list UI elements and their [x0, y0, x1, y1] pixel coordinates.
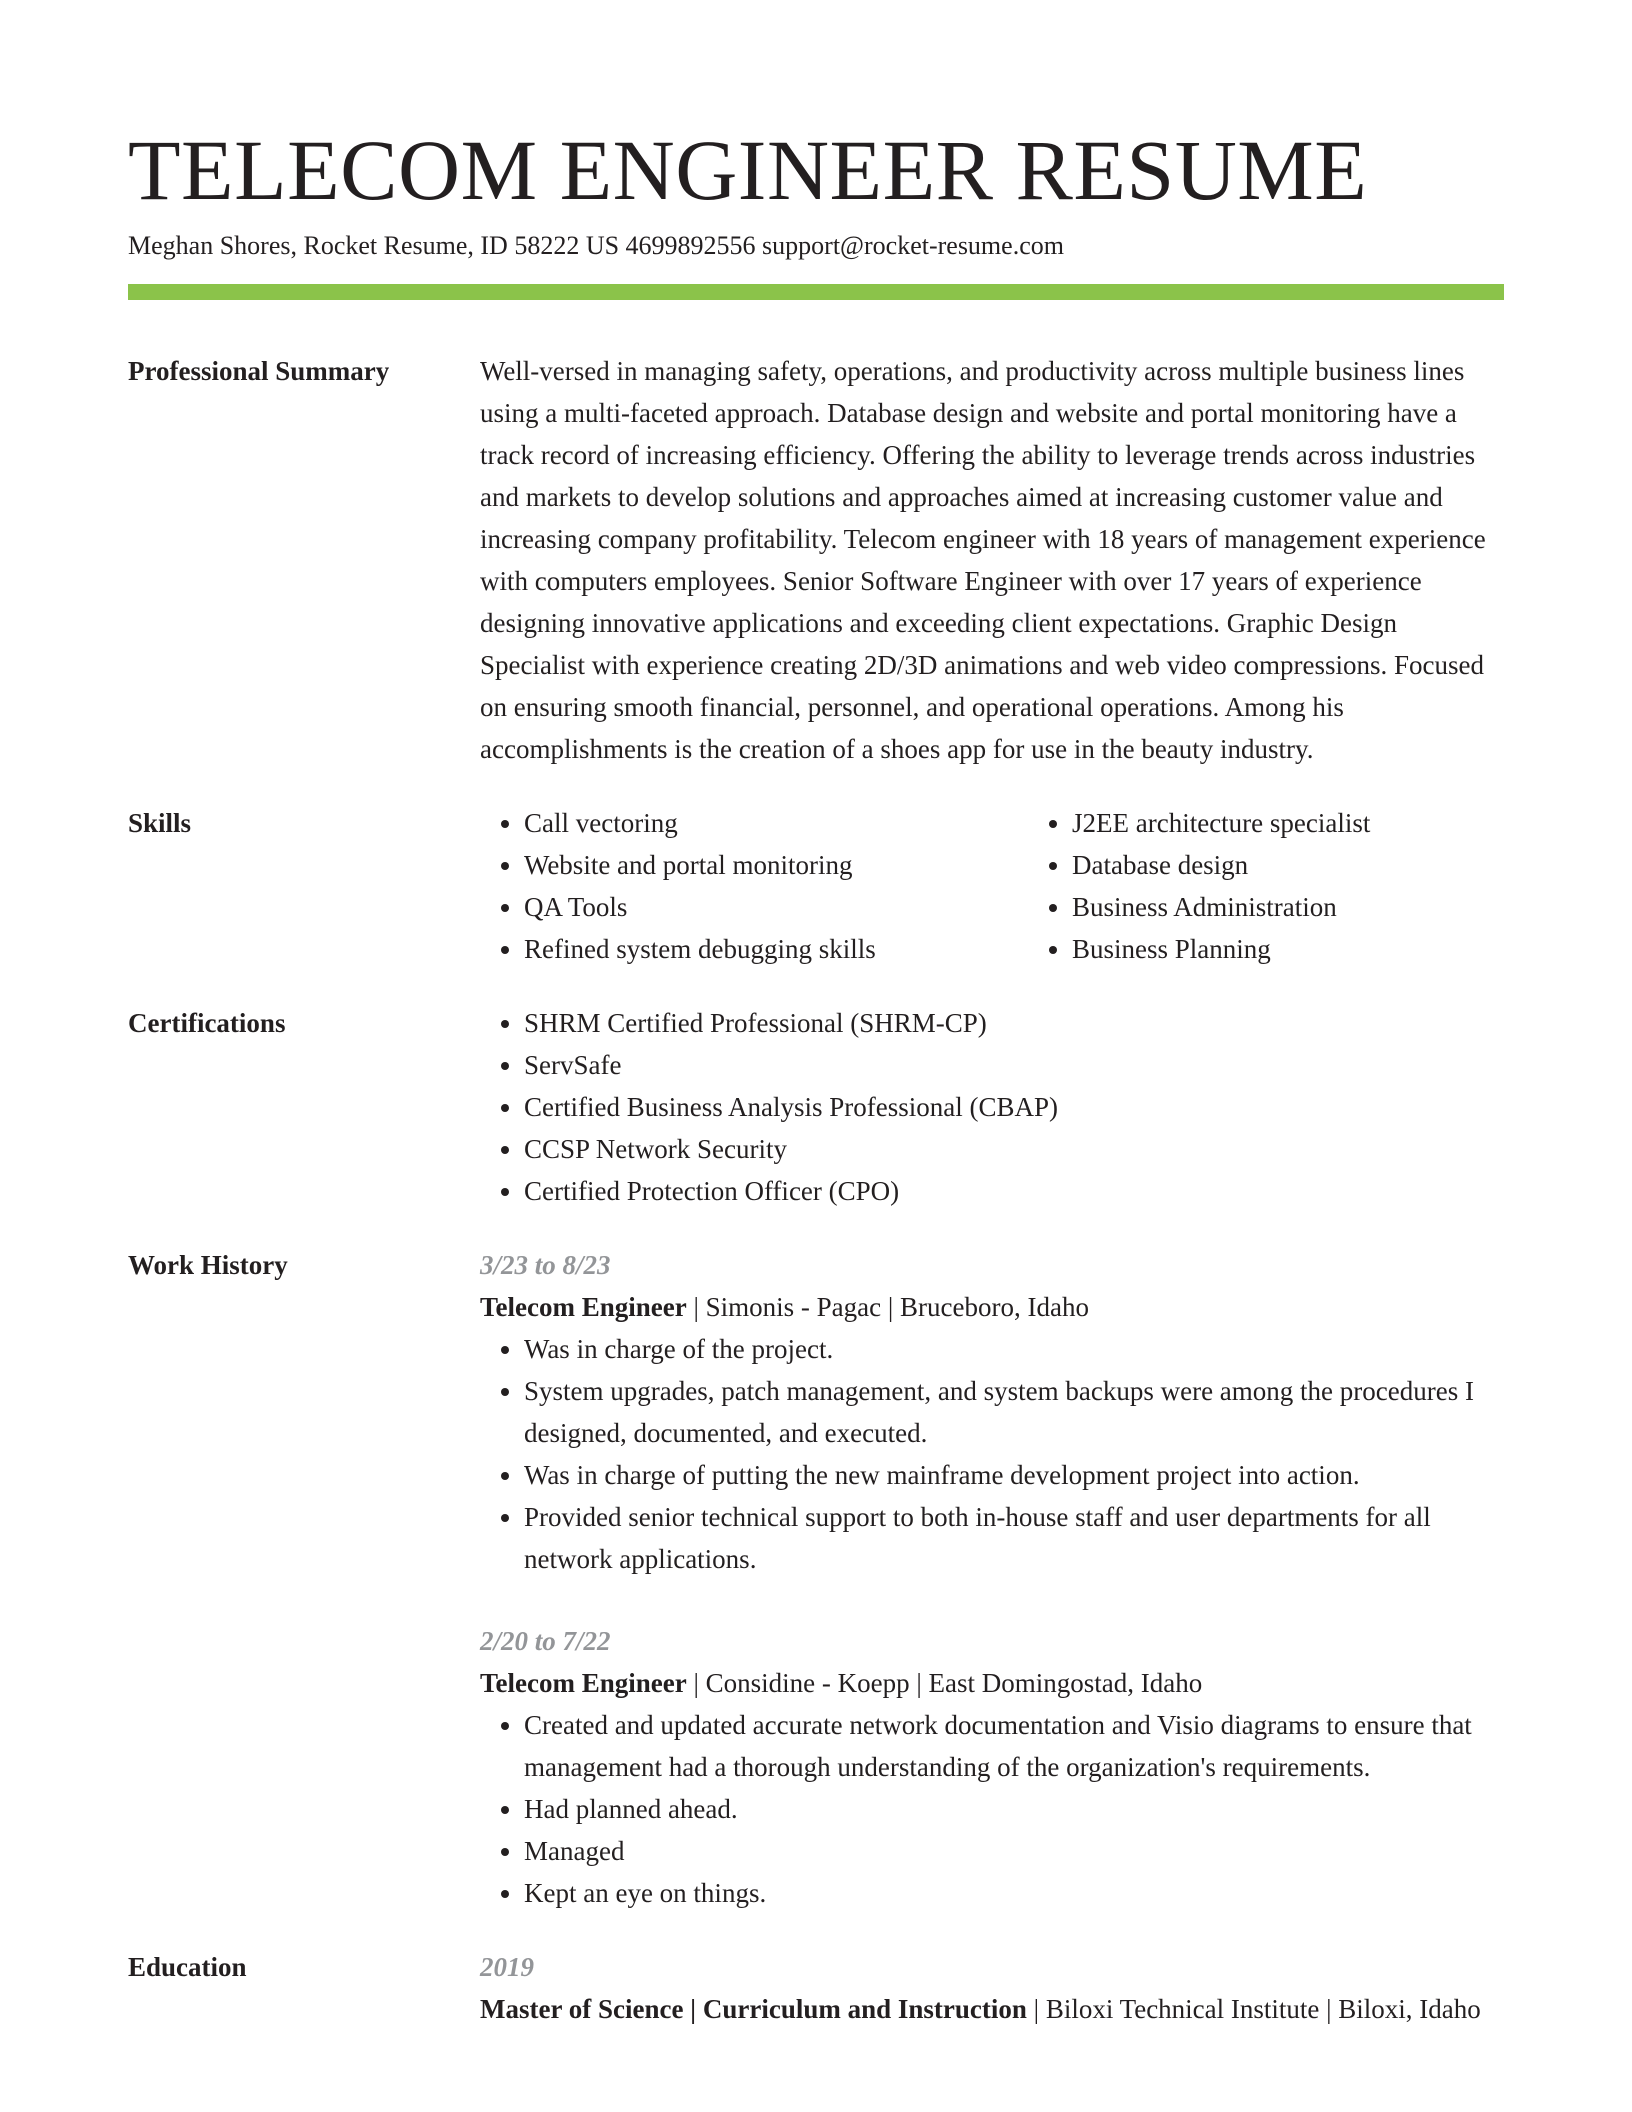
- education-section: [128, 1946, 1504, 2030]
- job-entry: [480, 1244, 1504, 1580]
- job-details: | Considine - Koepp | East Domingostad, Idaho: [686, 1668, 1203, 1698]
- certification-item: • SHRM Certified Professional (SHRM-CP): [524, 1002, 1504, 1044]
- certification-item: • Certified Protection Officer (CPO): [524, 1170, 1504, 1212]
- accent-divider: [128, 284, 1504, 300]
- certification-item: • CCSP Network Security: [524, 1128, 1504, 1170]
- education-year: 2019: [480, 1952, 534, 1982]
- job-heading: [480, 1662, 1504, 1704]
- certification-item: • ServSafe: [524, 1044, 1504, 1086]
- skill-item: • Website and portal monitoring: [524, 844, 1028, 886]
- job-bullet-list: [480, 1328, 1504, 1580]
- job-dates: 3/23 to 8/23: [480, 1250, 611, 1280]
- skill-item: • Refined system debugging skills: [524, 928, 1028, 970]
- skills-list-right: [1028, 802, 1504, 970]
- job-details: | Simonis - Pagac | Bruceboro, Idaho: [686, 1292, 1089, 1322]
- work-history-label: Work History: [128, 1250, 288, 1280]
- education-details: | Biloxi Technical Institute | Biloxi, Idaho: [1026, 1994, 1481, 2024]
- job-bullet: • Provided senior technical support to both in-house staff and user departments for all network applications.: [524, 1496, 1504, 1580]
- job-dates: 2/20 to 7/22: [480, 1626, 611, 1656]
- skill-item: • Call vectoring: [524, 802, 1028, 844]
- skills-section: [128, 802, 1504, 970]
- job-bullet: • Kept an eye on things.: [524, 1872, 1504, 1914]
- job-bullet: • Created and updated accurate network documentation and Visio diagrams to ensure that management had a thorough understanding of the organization's requirements.: [524, 1704, 1504, 1788]
- resume-page: [128, 120, 1504, 2030]
- job-bullet-list: [480, 1704, 1504, 1914]
- skill-item: • Business Administration: [1072, 886, 1504, 928]
- job-bullet: • Managed: [524, 1830, 1504, 1872]
- skills-list-left: [480, 802, 1028, 970]
- certification-item: • Certified Business Analysis Professional (CBAP): [524, 1086, 1504, 1128]
- job-entry: [480, 1620, 1504, 1914]
- job-bullet: • System upgrades, patch management, and system backups were among the procedures I designed, documented, and executed.: [524, 1370, 1504, 1454]
- education-label: Education: [128, 1952, 247, 1982]
- skill-item: • J2EE architecture specialist: [1072, 802, 1504, 844]
- job-bullet: • Had planned ahead.: [524, 1788, 1504, 1830]
- summary-text: Well-versed in managing safety, operations, and productivity across multiple business lines using a multi-faceted approach. Database design and website and portal monitoring have a track record of increasing efficiency. Offering the ability to leverage trends across industries and markets to develop solutions and approaches aimed at increasing customer value and increasing company profitability. Telecom engineer with 18 years of management experience with computers employees. Senior Software Engineer with over 17 years of experience designing innovative applications and exceeding client expectations. Graphic Design Specialist with experience creating 2D/3D animations and web video compressions. Focused on ensuring smooth financial, personnel, and operational operations. Among his accomplishments is the creation of a shoes app for use in the beauty industry.: [480, 356, 1486, 764]
- certifications-label: Certifications: [128, 1008, 286, 1038]
- education-degree: Master of Science | Curriculum and Instruction: [480, 1994, 1027, 2024]
- resume-title: TELECOM ENGINEER RESUME: [128, 122, 1368, 218]
- certifications-list: [480, 1002, 1504, 1212]
- job-bullet: • Was in charge of putting the new mainframe development project into action.: [524, 1454, 1504, 1496]
- skill-item: • QA Tools: [524, 886, 1028, 928]
- skill-item: • Business Planning: [1072, 928, 1504, 970]
- job-title: Telecom Engineer: [480, 1292, 687, 1322]
- education-heading: [480, 1988, 1504, 2030]
- summary-label: Professional Summary: [128, 356, 390, 386]
- job-heading: [480, 1286, 1504, 1328]
- contact-line: Meghan Shores, Rocket Resume, ID 58222 US 4699892556 support@rocket-resume.com: [128, 231, 1064, 260]
- skills-label: Skills: [128, 808, 192, 838]
- work-history-section: [128, 1244, 1504, 1914]
- certifications-section: [128, 1002, 1504, 1212]
- job-title: Telecom Engineer: [480, 1668, 687, 1698]
- skill-item: • Database design: [1072, 844, 1504, 886]
- summary-section: [128, 350, 1504, 770]
- job-bullet: • Was in charge of the project.: [524, 1328, 1504, 1370]
